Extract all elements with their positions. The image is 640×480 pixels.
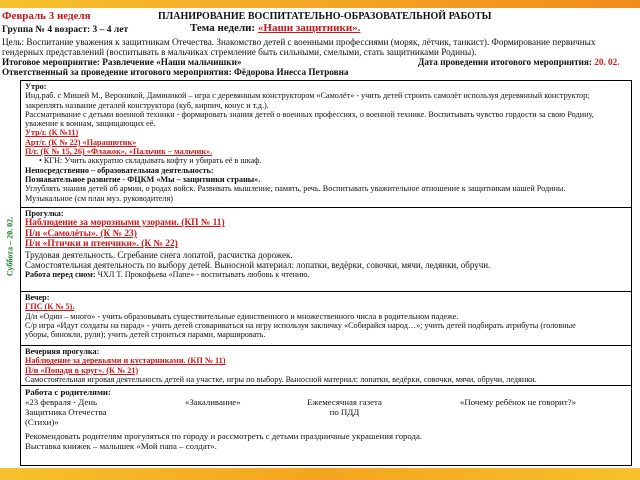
morning-line: Углублять знания детей об армии, о родах войск. Развивать мышление, память, речь. Воспитывать уважительное отношение к защитникам нашей Родины. <box>25 184 566 194</box>
evening-gps: ГПС (К № 5). <box>25 302 75 312</box>
top-decor-stripe <box>0 0 640 8</box>
responsible-person: Ответственный за проведение итогового мероприятия: Фёдорова Инесса Петровна <box>2 67 349 77</box>
nod-title: Непосредственно – образовательная деятельность: <box>25 165 214 175</box>
before-sleep-label: Работа перед сном: <box>25 270 96 280</box>
section-walk <box>21 208 631 292</box>
before-sleep-line <box>25 270 627 279</box>
finger-gym: П/г. (К № 15, 26) «Флажок», «Пальчик – мальчик». <box>25 147 213 157</box>
morning-line: Инд.раб. с Мишей М., Вероникой, Даминикой – игра с деревянным конструктором «Самолёт» - учить детей строить самолёт используя деревянный конструктор; <box>25 91 590 101</box>
parents-topic-1-line: «23 февраля - День <box>25 397 98 407</box>
parents-topic-3-line: Ежемесячная газета <box>307 397 382 407</box>
kgn-line: • КГН: Учить аккуратно складывать кофту и убирать её в шкаф. <box>39 156 262 166</box>
morning-line: уважение к воинам, защищающих её. <box>25 119 156 129</box>
day-side-text: Суббота – 20. 02. <box>5 216 15 277</box>
walk-line: Трудовая деятельность. Сгребание снега лопатой, расчистка дорожек. <box>25 250 293 261</box>
parents-topic-1-line: Защитника Отечества <box>25 407 107 417</box>
morning-title: Утро: <box>25 82 47 91</box>
kgn-text: КГН: Учить аккуратно складывать кофту и убирать её в шкаф. <box>43 156 262 166</box>
evening-line: С/р игра «Идут солдаты на парад» - учить детей сговариваться на игру используя закличку «Собирайся народ…»; учить детей подбирать атрибуты (головные <box>25 320 576 330</box>
evening-walk-game: П/и «Попади в круг». (К № 21) <box>25 365 139 375</box>
walk-title: Прогулка: <box>25 209 64 218</box>
parents-topic-2: «Закаливание» <box>185 397 241 407</box>
parents-line: Выставка книжек – малышек «Мой папа – солдат». <box>25 441 217 451</box>
walk-observation: Наблюдение за морозными узорами. (КП № 11) <box>25 218 225 229</box>
section-evening-walk <box>21 346 631 386</box>
plan-title: ПЛАНИРОВАНИЕ ВОСПИТАТЕЛЬНО-ОБРАЗОВАТЕЛЬНОЙ РАБОТЫ <box>158 11 492 22</box>
evening-walk-line: Самостоятельная игровая деятельность детей на участке, игры по выбору. Выносной материал: лопатки, ведёрки, совочки, мячи, обручи, ледянки. <box>25 374 537 384</box>
evening-title: Вечер: <box>25 293 50 302</box>
plan-table <box>20 80 632 466</box>
theme-value: «Наши защитники». <box>257 22 361 34</box>
evening-line: Д/и «Один – много» - учить образовывать существительные единственного и множественного числа в родительном падеже. <box>25 311 459 321</box>
music-line: Музыкальное (см план муз. руководителя) <box>25 193 174 203</box>
parents-title: Работа с родителями: <box>25 387 111 397</box>
walk-game: П/и «Самолёты». (К № 23) <box>25 228 137 239</box>
goal-line-1: Цель: Воспитание уважения к защитникам Отечества. Знакомство детей с военными профессиями (моряк, лётчик, танкист). Формирование первичных <box>2 37 596 47</box>
evening-walk-title: Вечерняя прогулка: <box>25 347 100 356</box>
event-date <box>418 57 619 67</box>
morning-line: Рассматривание с детьми военной техники - формировать знания детей о военных профессиях, о военной технике. Воспитывать чувство гордости за свою Родину, <box>25 109 594 119</box>
week-label: Февраль 3 неделя <box>2 10 91 22</box>
parents-topic-3-line: по ПДД <box>329 407 360 417</box>
before-sleep-text: ЧХЛ Т. Прокофьева «Папе» - воспитывать любовь к чтению. <box>97 270 310 280</box>
parents-line: Рекомендовать родителям прогуляться по городу и рассмотреть с детьми праздничные украшения города. <box>25 431 423 441</box>
final-event: Итоговое мероприятие: Развлечение «Наши мальчишки» <box>2 57 242 67</box>
parents-topic-1 <box>25 397 106 427</box>
evening-line: уборы, бинокли, рули); учить детей строиться парами, маршировать. <box>25 330 266 340</box>
cognitive-title: Познавательное развитие - ФЦКМ «Мы – защитники страны». <box>25 174 261 184</box>
walk-game: П/и «Птички и птенчики». (К № 22) <box>25 239 178 250</box>
event-date-value: 20. 02. <box>594 57 620 67</box>
theme-label: Тема недели: <box>190 22 256 34</box>
section-evening <box>21 292 631 346</box>
section-morning <box>21 81 631 208</box>
document-header <box>0 8 640 78</box>
week-theme <box>190 23 360 33</box>
bottom-decor-stripe <box>0 468 640 480</box>
event-date-label: Дата проведения итогового мероприятия: <box>418 57 592 67</box>
parents-topic-1-line: (Стихи)» <box>25 417 59 427</box>
section-parents <box>21 386 631 465</box>
day-side-label <box>2 210 16 290</box>
parents-topic-3 <box>307 397 382 417</box>
goal-line-2: гендерных представлений (воспитывать в мальчиках стремление быть сильными, смелыми, стать защитниками Родины). <box>2 47 477 57</box>
parents-topics <box>25 397 627 428</box>
articulation-gym: Арт/г. (К № 22) «Парашютик» <box>25 137 137 147</box>
morning-exercise: Утр/г. (К №11) <box>25 128 79 138</box>
morning-line: закреплять название деталей конструктора (куб, кирпич, конус и т.д.). <box>25 100 269 110</box>
evening-walk-observation: Наблюдение за деревьями и кустарниками. (КП № 11) <box>25 356 226 366</box>
walk-line: Самостоятельная деятельность по выбору детей. Выносной материал: лопатки, ведёрки, совочки, мячи, ледянки, обручи. <box>25 260 491 271</box>
parents-topic-4: «Почему ребёнок не говорит?» <box>460 397 577 407</box>
group-info: Группа № 4 возраст: 3 – 4 лет <box>2 25 129 35</box>
